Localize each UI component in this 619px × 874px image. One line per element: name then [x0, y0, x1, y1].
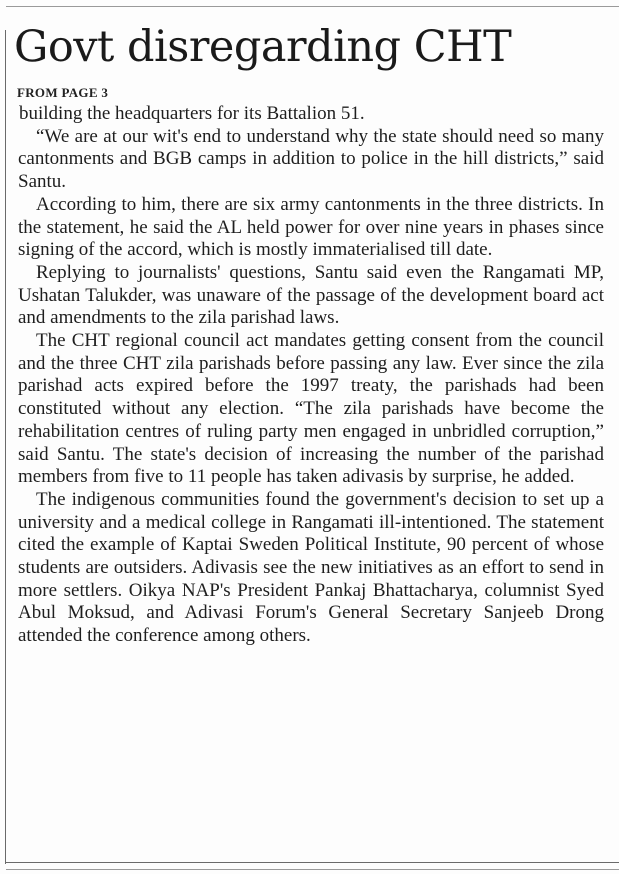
bottom-rule: [6, 862, 619, 863]
paragraph-6: The indigenous communities found the government's decision to set up a university and a medical college in Rangamati ill-intentioned. The statement cited the example of Kaptai Sweden Political Institute, 90 percent of whose students are outsiders. Adivasis see the new initiatives as an effort to send in more settlers. Oikya NAP's President Pankaj Bhattacharya, columnist Syed Abul Moksud, and Adivasi Forum's General Secretary Sanjeeb Drong attended the conference among others.: [18, 488, 604, 647]
bottom-rule-secondary: [6, 869, 619, 870]
paragraph-5: The CHT regional council act mandates getting consent from the council and the three CHT zila parishads before passing any law. Ever since the zila parishad acts expired before the 1997 treaty, the parishads had been constituted without any election. “The zila parishads have become the rehabilitation centres of ruling party men engaged in unbridled corruption,” said Santu. The state's decision of increasing the number of the parishad members from five to 11 people has taken adivasis by surprise, he added.: [18, 330, 604, 488]
paragraph-1: building the headquarters for its Battalion 51.: [19, 103, 365, 124]
paragraph-3: According to him, there are six army cantonments in the three districts. In the statement, he said the AL held power for over nine years in phases since signing of the accord, which is mostly immaterialised till date.: [18, 193, 604, 261]
article-body: [18, 103, 604, 648]
headline: Govt disregarding CHT: [14, 22, 512, 72]
top-rule: [6, 6, 619, 7]
left-column-rule: [5, 30, 6, 864]
jump-line: FROM PAGE 3: [17, 85, 109, 100]
paragraph-4: Replying to journalists' questions, Santu said even the Rangamati MP, Ushatan Talukder, was unaware of the passage of the development board act and amendments to the zila parishad laws.: [18, 261, 604, 329]
paragraph-2: “We are at our wit's end to understand why the state should need so many cantonments and BGB camps in addition to police in the hill districts,” said Santu.: [18, 125, 604, 193]
